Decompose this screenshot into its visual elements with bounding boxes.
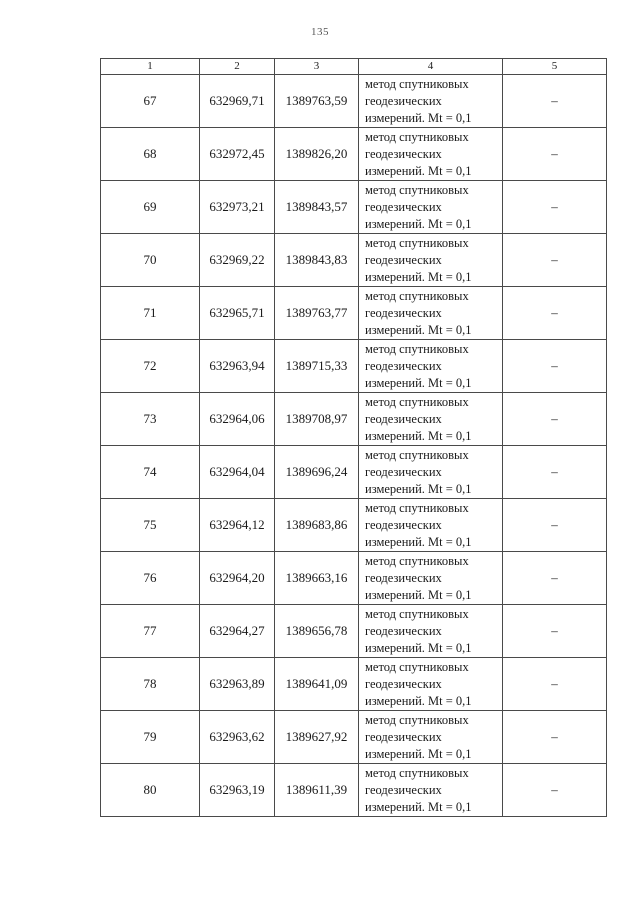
measurement-method xyxy=(359,552,503,605)
coordinate-x: 632965,71 xyxy=(200,287,275,340)
point-number: 71 xyxy=(101,287,200,340)
note-dash: – xyxy=(503,75,607,128)
measurement-method xyxy=(359,75,503,128)
method-line-3: измерений. Mt = 0,1 xyxy=(365,799,472,814)
method-line-2: геодезических xyxy=(365,252,442,267)
method-line-2: геодезических xyxy=(365,93,442,108)
point-number: 76 xyxy=(101,552,200,605)
method-line-3: измерений. Mt = 0,1 xyxy=(365,163,472,178)
point-number: 70 xyxy=(101,234,200,287)
method-line-2: геодезических xyxy=(365,358,442,373)
method-line-1: метод спутниковых xyxy=(365,235,469,250)
note-dash: – xyxy=(503,764,607,817)
method-line-3: измерений. Mt = 0,1 xyxy=(365,534,472,549)
method-line-1: метод спутниковых xyxy=(365,341,469,356)
method-line-1: метод спутниковых xyxy=(365,500,469,515)
method-line-2: геодезических xyxy=(365,146,442,161)
note-dash: – xyxy=(503,393,607,446)
header-col-2: 2 xyxy=(200,59,275,75)
coordinate-y: 1389656,78 xyxy=(275,605,359,658)
note-dash: – xyxy=(503,234,607,287)
point-number: 74 xyxy=(101,446,200,499)
coordinate-x: 632964,06 xyxy=(200,393,275,446)
coordinate-y: 1389708,97 xyxy=(275,393,359,446)
method-line-1: метод спутниковых xyxy=(365,712,469,727)
coordinate-x: 632964,04 xyxy=(200,446,275,499)
method-line-2: геодезических xyxy=(365,517,442,532)
table-row xyxy=(101,446,607,499)
method-line-2: геодезических xyxy=(365,199,442,214)
table-row xyxy=(101,552,607,605)
method-line-2: геодезических xyxy=(365,464,442,479)
coordinate-x: 632969,22 xyxy=(200,234,275,287)
note-dash: – xyxy=(503,605,607,658)
method-line-3: измерений. Mt = 0,1 xyxy=(365,481,472,496)
method-line-2: геодезических xyxy=(365,782,442,797)
coordinate-x: 632964,20 xyxy=(200,552,275,605)
method-line-3: измерений. Mt = 0,1 xyxy=(365,110,472,125)
coordinate-x: 632963,94 xyxy=(200,340,275,393)
measurement-method xyxy=(359,446,503,499)
coordinate-x: 632972,45 xyxy=(200,128,275,181)
coordinate-x: 632963,89 xyxy=(200,658,275,711)
point-number: 80 xyxy=(101,764,200,817)
measurement-method xyxy=(359,764,503,817)
method-line-2: геодезических xyxy=(365,411,442,426)
note-dash: – xyxy=(503,128,607,181)
measurement-method xyxy=(359,393,503,446)
table-body xyxy=(101,75,607,817)
method-line-2: геодезических xyxy=(365,676,442,691)
method-line-2: геодезических xyxy=(365,570,442,585)
coordinate-y: 1389715,33 xyxy=(275,340,359,393)
method-line-3: измерений. Mt = 0,1 xyxy=(365,693,472,708)
measurement-method xyxy=(359,605,503,658)
method-line-3: измерений. Mt = 0,1 xyxy=(365,322,472,337)
note-dash: – xyxy=(503,552,607,605)
point-number: 67 xyxy=(101,75,200,128)
table-row xyxy=(101,234,607,287)
note-dash: – xyxy=(503,340,607,393)
coordinate-y: 1389683,86 xyxy=(275,499,359,552)
point-number: 69 xyxy=(101,181,200,234)
coordinate-x: 632964,12 xyxy=(200,499,275,552)
table-row xyxy=(101,181,607,234)
method-line-2: геодезических xyxy=(365,729,442,744)
note-dash: – xyxy=(503,658,607,711)
measurement-method xyxy=(359,181,503,234)
coordinate-y: 1389641,09 xyxy=(275,658,359,711)
coordinate-y: 1389627,92 xyxy=(275,711,359,764)
point-number: 72 xyxy=(101,340,200,393)
coordinate-y: 1389663,16 xyxy=(275,552,359,605)
point-number: 79 xyxy=(101,711,200,764)
coordinate-y: 1389763,77 xyxy=(275,287,359,340)
method-line-2: геодезических xyxy=(365,623,442,638)
table-row xyxy=(101,75,607,128)
point-number: 77 xyxy=(101,605,200,658)
method-line-1: метод спутниковых xyxy=(365,288,469,303)
coordinate-y: 1389826,20 xyxy=(275,128,359,181)
coordinate-y: 1389763,59 xyxy=(275,75,359,128)
note-dash: – xyxy=(503,181,607,234)
method-line-1: метод спутниковых xyxy=(365,606,469,621)
table-row xyxy=(101,340,607,393)
header-col-3: 3 xyxy=(275,59,359,75)
method-line-1: метод спутниковых xyxy=(365,76,469,91)
header-row xyxy=(101,59,607,75)
header-col-5: 5 xyxy=(503,59,607,75)
measurement-method xyxy=(359,340,503,393)
method-line-3: измерений. Mt = 0,1 xyxy=(365,746,472,761)
table-row xyxy=(101,499,607,552)
method-line-1: метод спутниковых xyxy=(365,765,469,780)
table-row xyxy=(101,128,607,181)
table-row xyxy=(101,658,607,711)
point-number: 75 xyxy=(101,499,200,552)
coordinate-y: 1389611,39 xyxy=(275,764,359,817)
header-col-4: 4 xyxy=(359,59,503,75)
note-dash: – xyxy=(503,446,607,499)
header-col-1: 1 xyxy=(101,59,200,75)
method-line-1: метод спутниковых xyxy=(365,447,469,462)
method-line-3: измерений. Mt = 0,1 xyxy=(365,375,472,390)
point-number: 78 xyxy=(101,658,200,711)
coordinate-y: 1389843,83 xyxy=(275,234,359,287)
measurement-method xyxy=(359,499,503,552)
page-number: 135 xyxy=(311,26,329,38)
table-row xyxy=(101,711,607,764)
coordinate-y: 1389843,57 xyxy=(275,181,359,234)
table-row xyxy=(101,287,607,340)
coordinate-x: 632969,71 xyxy=(200,75,275,128)
coordinate-x: 632963,62 xyxy=(200,711,275,764)
table-header xyxy=(101,59,607,75)
coordinate-x: 632963,19 xyxy=(200,764,275,817)
measurement-method xyxy=(359,128,503,181)
coordinate-x: 632964,27 xyxy=(200,605,275,658)
method-line-1: метод спутниковых xyxy=(365,182,469,197)
method-line-3: измерений. Mt = 0,1 xyxy=(365,428,472,443)
coordinates-table xyxy=(100,58,607,817)
method-line-3: измерений. Mt = 0,1 xyxy=(365,587,472,602)
coordinate-y: 1389696,24 xyxy=(275,446,359,499)
method-line-1: метод спутниковых xyxy=(365,394,469,409)
method-line-1: метод спутниковых xyxy=(365,129,469,144)
table-row xyxy=(101,393,607,446)
method-line-2: геодезических xyxy=(365,305,442,320)
point-number: 73 xyxy=(101,393,200,446)
table-row xyxy=(101,764,607,817)
table-row xyxy=(101,605,607,658)
note-dash: – xyxy=(503,499,607,552)
measurement-method xyxy=(359,658,503,711)
point-number: 68 xyxy=(101,128,200,181)
measurement-method xyxy=(359,287,503,340)
method-line-3: измерений. Mt = 0,1 xyxy=(365,269,472,284)
method-line-1: метод спутниковых xyxy=(365,553,469,568)
method-line-3: измерений. Mt = 0,1 xyxy=(365,216,472,231)
note-dash: – xyxy=(503,711,607,764)
method-line-1: метод спутниковых xyxy=(365,659,469,674)
method-line-3: измерений. Mt = 0,1 xyxy=(365,640,472,655)
measurement-method xyxy=(359,234,503,287)
note-dash: – xyxy=(503,287,607,340)
measurement-method xyxy=(359,711,503,764)
coordinate-x: 632973,21 xyxy=(200,181,275,234)
